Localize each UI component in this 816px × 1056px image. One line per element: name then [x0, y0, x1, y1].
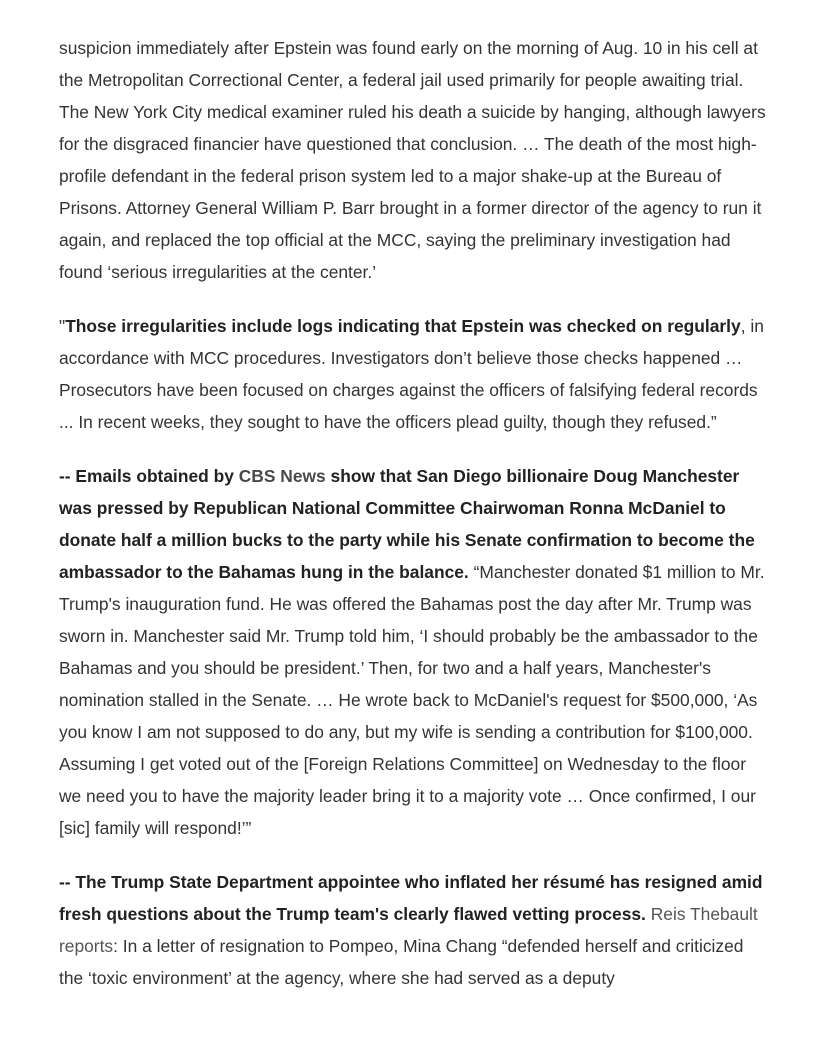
bold-lead-end: show that San Diego billionaire Doug Manchester was pressed by Republican National Committee Chairwoman Ronna McDaniel to donate half a million bucks to the party while his Senate confirmation to become the ambassador to the Bahamas hung in the balance.: [59, 466, 755, 582]
paragraph-epstein-death: [59, 32, 771, 288]
paragraph-text: “Manchester donated $1 million to Mr. Trump's inauguration fund. He was offered the Bahamas post the day after Mr. Trump was sworn in. Manchester said Mr. Trump told him, ‘I should probably be the ambassador to the Bahamas and you should be president.’ Then, for two and a half years, Manchester's nomination stalled in the Senate. … He wrote back to McDaniel's request for $500,000, ‘As you know I am not supposed to do any, but my wife is sending a contribution for $100,000. Assuming I get voted out of the [Foreign Relations Committee] on Wednesday to the floor we need you to have the majority leader bring it to a majority vote … Once confirmed, I our [sic] family will respond!’”: [59, 562, 765, 838]
article-body: [59, 32, 771, 1016]
paragraph-manchester: [59, 460, 771, 844]
quote-mark: ": [59, 316, 66, 336]
paragraph-text: , in accordance with MCC procedures. Investigators don’t believe those checks happened … Prosecutors have been focused on charges against the officers of falsifying federal records ... In recent weeks, they sought to have the officers plead guilty, though they refused.”: [59, 316, 764, 432]
reis-thebault-link[interactable]: Reis Thebault reports: [59, 904, 758, 956]
paragraph-text: suspicion immediately after Epstein was found early on the morning of Aug. 10 in his cell at the Metropolitan Correctional Center, a federal jail used primarily for people awaiting trial. The New York City medical examiner ruled his death a suicide by hanging, although lawyers for the disgraced financier have questioned that conclusion. … The death of the most high-profile defendant in the federal prison system led to a major shake-up at the Bureau of Prisons. Attorney General William P. Barr brought in a former director of the agency to run it again, and replaced the top official at the MCC, saying the preliminary investigation had found ‘serious irregularities at the center.’: [59, 38, 766, 282]
bold-lead: Those irregularities include logs indicating that Epstein was checked on regularly: [65, 316, 741, 336]
paragraph-irregularities: [59, 310, 771, 438]
bold-lead-start: -- Emails obtained by: [59, 466, 239, 486]
cbs-news-link[interactable]: CBS News: [238, 466, 326, 486]
paragraph-mina-chang: [59, 866, 771, 994]
bold-lead: -- The Trump State Department appointee who inflated her résumé has resigned amid fresh questions about the Trump team's clearly flawed vetting process.: [59, 872, 763, 924]
paragraph-text: : In a letter of resignation to Pompeo, Mina Chang “defended herself and criticized the ‘toxic environment’ at the agency, where she had served as a deputy: [59, 936, 744, 988]
